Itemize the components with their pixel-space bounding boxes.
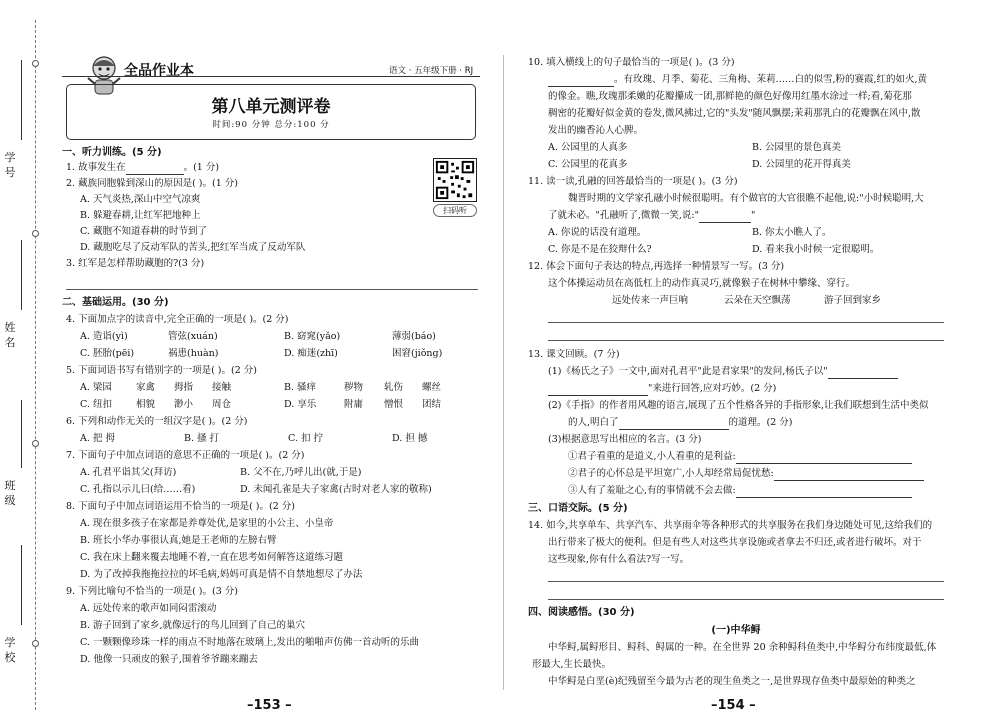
section-basics: 二、基础运用。(30 分) (62, 297, 169, 308)
option[interactable]: A. 远处传来的歌声如同闷雷滚动 (80, 603, 217, 614)
question-4: 4. 下面加点字的读音中,完全正确的一项是( )。(2 分) (66, 314, 289, 325)
option[interactable]: D. 他像一只顽皮的猴子,围着爷爷蹦来蹦去 (80, 654, 258, 665)
page-number: –154 – (711, 698, 756, 713)
question-14-cont: 出行带来了极大的便利。但是有些人对这些共享设施或者拿去不归还,或者进行破坏。对于 (548, 537, 922, 548)
cut-line (35, 20, 36, 710)
question-13: 13. 课文回顾。(7 分) (528, 349, 620, 360)
answer-line[interactable] (548, 340, 944, 341)
option-word: 困窘(jiǒng) (392, 348, 443, 359)
option[interactable]: D. 看来我小时候一定很聪明。 (752, 244, 880, 255)
answer-blank[interactable] (548, 385, 648, 396)
option[interactable]: C. 扣 拧 (288, 433, 323, 444)
answer-line[interactable] (548, 599, 944, 600)
option[interactable]: C. 我在床上翻来覆去地睡不着,一直在思考如何解答这道练习题 (80, 552, 343, 563)
question-13-2-cont: 的人,明白了 的道理。(2 分) (568, 417, 793, 428)
option[interactable]: A. 你说的话没有道理。 (548, 227, 647, 238)
question-13-3: (3)根据意思写出相应的名言。(3 分) (548, 434, 702, 445)
passage-line: 。有玫瑰、月季、菊花、三角梅、茉莉……白的似雪,粉的赛霞,红的如火,黄 (548, 73, 927, 87)
option-word: 周仓 (212, 399, 232, 410)
option[interactable]: B. 父不在,乃呼儿出(就,于是) (240, 467, 362, 478)
passage-line: 稠密的花瓣好似金黄的卷发,微风拂过,它的"头发"随风飘摆;茉莉那乳白的花瓣飘在风中,散 (548, 108, 921, 119)
answer-blank[interactable] (548, 76, 614, 87)
answer-blank[interactable] (828, 368, 898, 379)
binding-hole (32, 60, 39, 67)
passage-title: (一)中华鲟 (711, 625, 761, 636)
option-word: 相貌 (136, 399, 156, 410)
question-5: 5. 下面词语书写有错别字的一项是( )。(2 分) (66, 365, 257, 376)
option-word: 憎恨 (384, 399, 404, 410)
scenario-option[interactable]: 远处传来一声巨响 (612, 295, 689, 306)
option[interactable]: D. 未闻孔雀是夫子家禽(古时对老人家的敬称) (240, 484, 432, 495)
option[interactable]: C. 一颗颗像珍珠一样的雨点不时地落在玻璃上,发出的啪啪声仿佛一首动听的乐曲 (80, 637, 419, 648)
question-10: 10. 填入横线上的句子最恰当的一项是( )。(3 分) (528, 57, 735, 68)
option[interactable]: A. 现在很多孩子在家都是养尊处优,是家里的小公主、小皇帝 (80, 518, 334, 529)
option[interactable]: D. 享乐 (284, 399, 317, 410)
option[interactable]: A. 孔君平诣其父(拜访) (80, 467, 177, 478)
page-title: 第八单元测评卷 (211, 97, 331, 117)
option[interactable]: A. 把 拇 (80, 433, 115, 444)
scenario-option[interactable]: 游子回到家乡 (824, 295, 882, 306)
answer-blank[interactable] (126, 164, 184, 175)
question-12: 12. 体会下面句子表达的特点,再选择一种情景写一写。(3 分) (528, 261, 785, 272)
passage-line: 发出的幽香沁人心脾。 (548, 125, 644, 136)
option[interactable]: C. 纽扣 (80, 399, 112, 410)
option[interactable]: D. 痴迷(zhī) (284, 348, 338, 359)
qr-caption: 扫码听 (433, 204, 477, 217)
quote-item: ③人有了羞耻之心,有的事情就不会去做: (568, 484, 912, 498)
quote-item: ②君子的心怀总是平坦宽广,小人却经常局促忧愁: (568, 467, 924, 481)
passage-line: 的像金。瞧,玫瑰那柔嫩的花瓣攥成一团,那鲜艳的颜色好像用红墨水涂过一样;看,菊花那 (548, 91, 912, 102)
passage-line: 中华鲟是白垩(è)纪残留至今最为古老的现生鱼类之一,是世界现存鱼类中最原始的种类之 (548, 676, 916, 687)
option-word: 螺丝 (422, 382, 442, 393)
quote-item: ①君子看重的是道义,小人看重的是利益: (568, 450, 912, 464)
label-name: 姓 名 (4, 321, 16, 349)
question-8: 8. 下面句子中加点词语运用不恰当的一项是( )。(2 分) (66, 501, 295, 512)
option-word: 秽物 (344, 382, 364, 393)
answer-blank[interactable] (774, 470, 924, 481)
option[interactable]: C. 胚胎(pēi) (80, 348, 135, 359)
section-listening: 一、听力训练。(5 分) (62, 147, 162, 158)
passage-line: 中华鲟,属鲟形目、鲟科、鲟属的一种。在全世界 20 余种鲟科鱼类中,中华鲟分布纬度最低,体 (548, 642, 937, 653)
question-11: 11. 读一读,孔融的回答最恰当的一项是( )。(3 分) (528, 176, 738, 187)
question-14-cont: 这些现象,你有什么看法?写一写。 (548, 554, 690, 565)
question-13-1: (1)《杨氏之子》一文中,面对孔君平"此是君家果"的发问,杨氏子以" (548, 365, 898, 379)
question-6: 6. 下列和动作无关的一组汉字是( )。(2 分) (66, 416, 248, 427)
example-sentence: 这个体操运动员在高低杠上的动作真灵巧,就像猴子在树林中攀缘、穿行。 (548, 278, 856, 289)
option-word: 薄弱(báo) (392, 331, 436, 342)
fill-line-name[interactable] (21, 240, 22, 310)
grade-label: 语文 · 五年级下册 · RJ (389, 66, 474, 76)
option-word: 团结 (422, 399, 442, 410)
binding-hole (32, 640, 39, 647)
fill-line-student-id[interactable] (21, 60, 22, 140)
option[interactable]: C. 藏胞不知道春耕的时节到了 (80, 226, 207, 237)
question-2: 2. 藏族同胞躲到深山的原因是( )。(1 分) (66, 178, 238, 189)
option[interactable]: B. 游子回到了家乡,就像远行的鸟儿回到了自己的巢穴 (80, 620, 306, 631)
option[interactable]: A. 公园里的人真多 (548, 142, 628, 153)
label-student-id: 学 号 (4, 151, 16, 179)
section-reading: 四、阅读感悟。(30 分) (528, 607, 635, 618)
qr-code-icon[interactable] (433, 158, 477, 202)
answer-blank[interactable] (619, 419, 729, 430)
question-1: 1. 故事发生在 。(1 分) (66, 162, 220, 173)
section-oral: 三、口语交际。(5 分) (528, 503, 628, 514)
option[interactable]: A. 天气炎热,深山中空气凉爽 (80, 194, 201, 205)
option[interactable]: C. 孔指以示儿曰(给……看) (80, 484, 196, 495)
option[interactable]: C. 公园里的花真多 (548, 159, 628, 170)
answer-line[interactable] (548, 322, 944, 323)
option[interactable]: B. 窈窕(yǎo) (284, 331, 341, 342)
option-word: 接触 (212, 382, 232, 393)
binding-hole (32, 230, 39, 237)
option[interactable]: B. 公园里的景色真美 (752, 142, 842, 153)
answer-blank[interactable] (736, 453, 912, 464)
option-word: 轧伤 (384, 382, 404, 393)
option[interactable]: B. 你太小瞧人了。 (752, 227, 832, 238)
answer-blank[interactable] (736, 487, 912, 498)
page-number: –153 – (247, 698, 292, 713)
fill-line-class[interactable] (21, 400, 22, 468)
option[interactable]: A. 梁园 (80, 382, 112, 393)
passage-line: 魏晋时期的文学家孔融小时候很聪明。有个做官的大官很瞧不起他,说:"小时候聪明,大 (568, 193, 924, 204)
header-rule (62, 76, 480, 77)
option-word: 管弦(xuán) (168, 331, 218, 342)
answer-blank[interactable] (699, 212, 751, 223)
option-word: 家禽 (136, 382, 156, 393)
answer-line[interactable] (66, 289, 478, 290)
answer-line[interactable] (548, 581, 944, 582)
option[interactable]: D. 藏胞吃尽了反动军队的苦头,把红军当成了反动军队 (80, 242, 306, 253)
exam-meta: 时间:90 分钟 总分:100 分 (212, 120, 330, 130)
option[interactable]: C. 你是不是在狡辩什么? (548, 244, 652, 255)
question-13-1-cont: "来进行回答,应对巧妙。(2 分) (548, 382, 776, 396)
option-word: 附庸 (344, 399, 364, 410)
option[interactable]: D. 担 撼 (392, 433, 428, 444)
label-school: 学 校 (4, 636, 16, 664)
option-word: 拇指 (174, 382, 194, 393)
option-word: 渺小 (174, 399, 194, 410)
option[interactable]: A. 造诣(yì) (80, 331, 128, 342)
binding-hole (32, 440, 39, 447)
option[interactable]: B. 骚痒 (284, 382, 317, 393)
option[interactable]: B. 班长小华办事很认真,她是王老师的左膀右臂 (80, 535, 277, 546)
option[interactable]: D. 公园里的花开得真美 (752, 159, 851, 170)
passage-line: 了就未必。"孔融听了,微微一笑,说:" " (548, 210, 756, 221)
brand-logo-text: 全品作业本 (124, 63, 194, 79)
option[interactable]: B. 躲避春耕,让红军把地种上 (80, 210, 201, 221)
label-class: 班 级 (4, 479, 16, 507)
option-word: 祸患(huàn) (168, 348, 219, 359)
page-divider (503, 55, 504, 690)
question-3: 3. 红军是怎样帮助藏胞的?(3 分) (66, 258, 205, 269)
binding-margin (0, 0, 46, 722)
scenario-option[interactable]: 云朵在天空飘荡 (724, 295, 791, 306)
question-13-2: (2)《手指》的作者用风趣的语言,展现了五个性格各异的手指形象,让我们联想到生活中类似 (548, 400, 929, 411)
passage-line: 形最大,生长最快。 (532, 659, 612, 670)
fill-line-school[interactable] (21, 545, 22, 625)
question-14: 14. 如今,共享单车、共享汽车、共享雨伞等各种形式的共享服务在我们身边随处可见,这给我们的 (528, 520, 933, 531)
option[interactable]: B. 搔 打 (184, 433, 220, 444)
option[interactable]: D. 为了改掉我拖拖拉拉的坏毛病,妈妈可真是情不自禁地想尽了办法 (80, 569, 363, 580)
question-9: 9. 下列比喻句不恰当的一项是( )。(3 分) (66, 586, 238, 597)
question-7: 7. 下面句子中加点词语的意思不正确的一项是( )。(2 分) (66, 450, 305, 461)
